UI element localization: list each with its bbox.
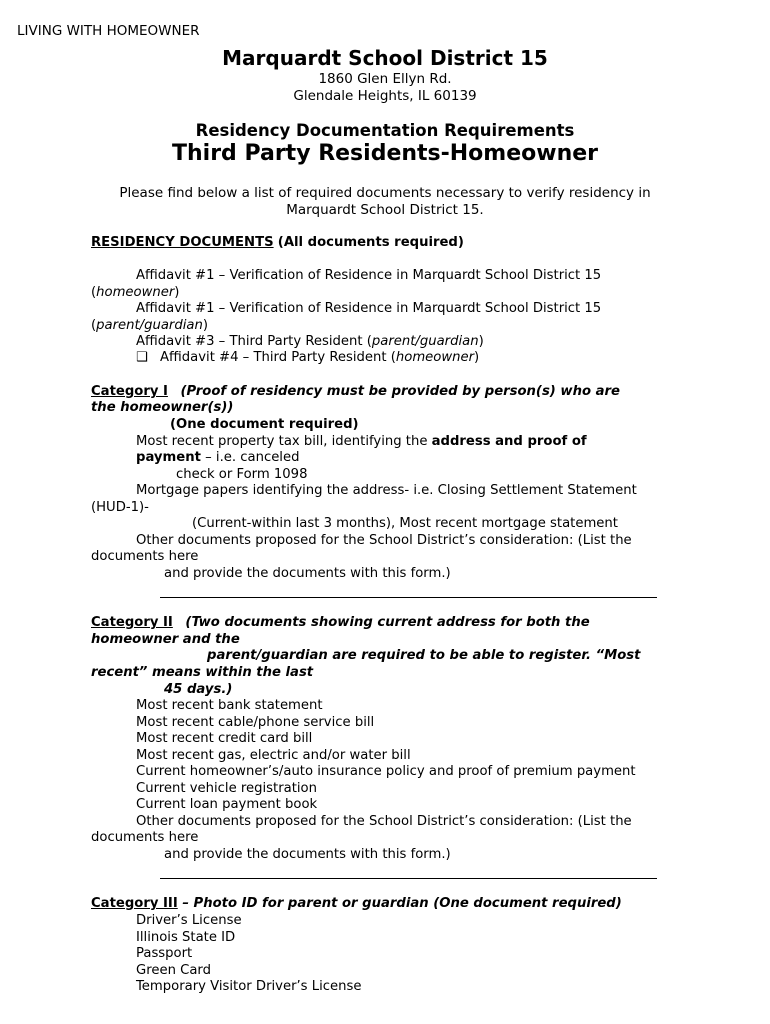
- category2-item: Most recent bank statement: [136, 698, 323, 713]
- category2-other-cont: documents here: [91, 830, 199, 845]
- category1-item-2: Mortgage papers identifying the address- i.e. Closing Settlement Statement: [136, 483, 637, 498]
- category1-writein-line[interactable]: [160, 597, 657, 598]
- category1-item-3-cont: documents here: [91, 549, 199, 564]
- document-title: Third Party Residents-Homeowner: [171, 141, 599, 166]
- category1-item-2-line3: (Current-within last 3 months), Most recent mortgage statement: [192, 516, 618, 531]
- intro-line1: Please find below a list of required documents necessary to verify residency in: [119, 185, 651, 201]
- residency-heading-label: RESIDENCY DOCUMENTS: [91, 235, 274, 250]
- document-subtitle: Residency Documentation Requirements: [195, 121, 575, 140]
- intro-line2: Marquardt School District 15.: [286, 202, 484, 218]
- residency-heading-note: (All documents required): [277, 235, 464, 250]
- category2-label: Category II: [91, 615, 173, 630]
- category2-heading: Category II (Two documents showing current address for both the: [91, 615, 590, 630]
- district-name: Marquardt School District 15: [222, 46, 548, 70]
- category1-label: Category I: [91, 384, 168, 399]
- residency-item-2-cont: (parent/guardian): [91, 318, 208, 333]
- category3-item: Illinois State ID: [136, 930, 236, 945]
- residency-item-2: Affidavit #1 – Verification of Residence in Marquardt School District 15: [136, 301, 602, 316]
- category2-item: Current vehicle registration: [136, 781, 317, 796]
- category2-item: Most recent cable/phone service bill: [136, 715, 375, 730]
- category2-desc-line3: parent/guardian are required to be able to register. “Most: [207, 648, 641, 663]
- category1-item-3: Other documents proposed for the School District’s consideration: (List the: [136, 533, 632, 548]
- document-tag: LIVING WITH HOMEOWNER: [17, 23, 200, 39]
- district-address-line1: 1860 Glen Ellyn Rd.: [318, 71, 452, 87]
- category2-item: Current loan payment book: [136, 797, 318, 812]
- category1-item-3-line3: and provide the documents with this form.): [164, 566, 451, 581]
- residency-item-1: Affidavit #1 – Verification of Residence in Marquardt School District 15: [136, 268, 602, 283]
- residency-item-1-cont: (homeowner): [91, 285, 180, 300]
- category1-heading: Category I (Proof of residency must be provided by person(s) who are: [91, 384, 620, 399]
- residency-heading: [91, 235, 464, 250]
- category1-desc-cont: the homeowner(s)): [91, 400, 234, 415]
- category3-item: Driver’s License: [136, 913, 242, 928]
- category1-item-2-cont: (HUD-1)-: [91, 500, 149, 515]
- category2-writein-line[interactable]: [160, 878, 657, 879]
- category1-required: (One document required): [170, 417, 359, 432]
- residency-item-3: Affidavit #3 – Third Party Resident (parent/guardian): [136, 334, 484, 349]
- category3-label: Category III: [91, 896, 178, 911]
- category2-item: Current homeowner’s/auto insurance policy and proof of premium payment: [136, 764, 636, 779]
- category3-item: Temporary Visitor Driver’s License: [136, 979, 362, 994]
- residency-item-4: ❑ Affidavit #4 – Third Party Resident (homeowner): [136, 350, 480, 365]
- category2-other: Other documents proposed for the School District’s consideration: (List the: [136, 814, 632, 829]
- category2-desc-line2: homeowner and the: [91, 632, 240, 647]
- category3-heading: Category III – Photo ID for parent or guardian (One document required): [91, 896, 622, 911]
- category3-item: Passport: [136, 946, 193, 961]
- category2-desc-line5: 45 days.): [164, 682, 233, 697]
- category1-item-1: Most recent property tax bill, identifying the address and proof of: [136, 434, 587, 449]
- district-address-line2: Glendale Heights, IL 60139: [293, 88, 477, 104]
- category2-desc-line4: recent” means within the last: [91, 665, 314, 680]
- category1-item-1-line3: check or Form 1098: [176, 467, 308, 482]
- category2-item: Most recent gas, electric and/or water bill: [136, 748, 411, 763]
- category2-item: Most recent credit card bill: [136, 731, 313, 746]
- category2-other-line3: and provide the documents with this form.): [164, 847, 451, 862]
- category3-item: Green Card: [136, 963, 211, 978]
- category1-item-1-cont: payment – i.e. canceled: [136, 450, 300, 465]
- checkbox-bullet-icon: ❑: [136, 350, 148, 365]
